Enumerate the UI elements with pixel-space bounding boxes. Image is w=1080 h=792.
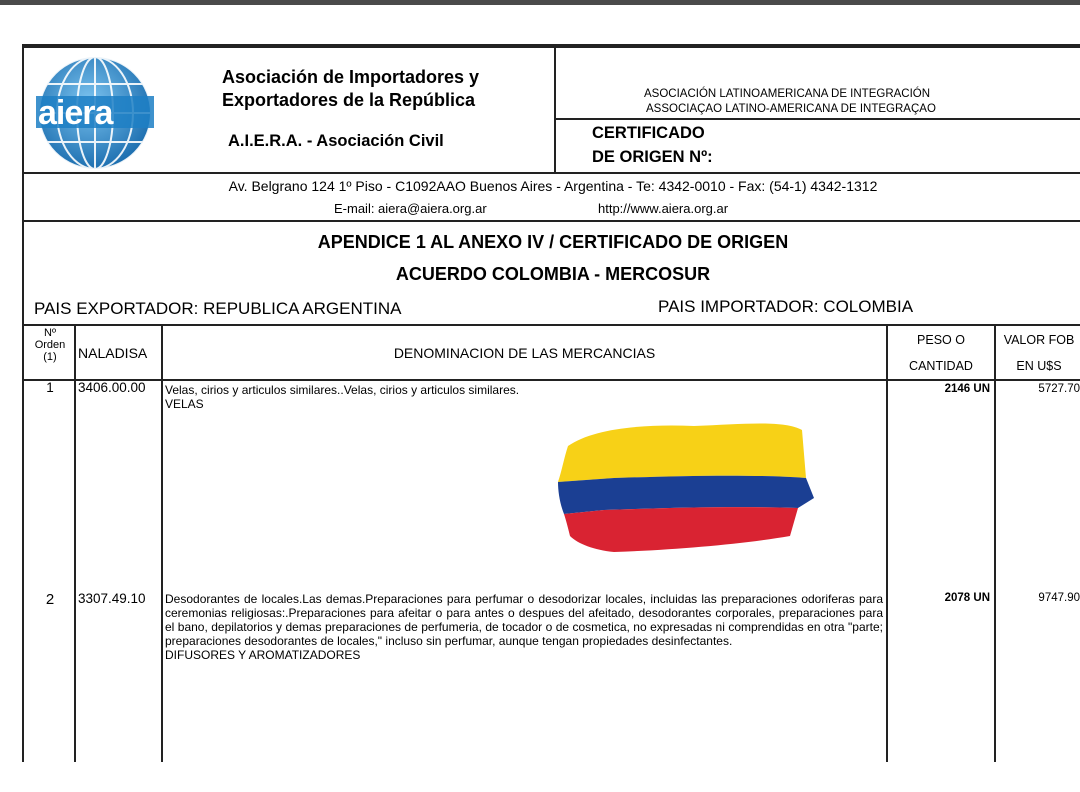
rule-header-divider — [554, 46, 556, 172]
row1-naladisa: 3406.00.00 — [78, 380, 146, 395]
row1-description-extra: VELAS — [165, 397, 204, 411]
exporter-country: PAIS EXPORTADOR: REPUBLICA ARGENTINA — [34, 299, 402, 318]
row2-description-text: Desodorantes de locales.Las demas.Preparaciones para perfumar o desodorizar locales, incluidas las preparaciones odoriferas para ceremonias religiosas:.Preparaciones para afeitar o para antes o despues del afeitado, desodorantes corporales, preparaciones para el bano, depilatorios y demas preparaciones de perfumeria, de tocador o de cosmetica, no expresadas ni comprendidas en otra "parte; preparaciones desodorantes de locales," incluso sin perfumar, aunque tengan propiedades desinfectantes. — [165, 592, 883, 648]
header-naladisa: NALADISA — [78, 345, 148, 361]
importer-country: PAIS IMPORTADOR: COLOMBIA — [658, 297, 914, 316]
header-order-line3: (1) — [43, 351, 57, 363]
header-value-line2: EN U$S — [1016, 359, 1062, 373]
top-border-line — [0, 0, 1080, 5]
rule-col-order — [74, 324, 76, 762]
row2-description — [165, 592, 883, 662]
row2-description-extra: DIFUSORES Y AROMATIZADORES — [165, 648, 361, 662]
address-line: Av. Belgrano 124 1º Piso - C1092AAO Buenos Aires - Argentina - Te: 4342-0010 - Fax: (54-1) 4342-1312 — [228, 178, 878, 194]
header-description: DENOMINACION DE LAS MERCANCIAS — [393, 345, 656, 361]
rule-contact-bottom — [24, 220, 1080, 222]
logo-text: aiera — [38, 94, 113, 132]
rule-table-top — [24, 324, 1080, 326]
org-name — [222, 66, 479, 112]
agreement-title: ACUERDO COLOMBIA - MERCOSUR — [395, 264, 711, 284]
email-text: E-mail: aiera@aiera.org.ar — [334, 201, 487, 216]
certificate-form — [22, 44, 1080, 762]
org-civil-name: A.I.E.R.A. - Asociación Civil — [228, 132, 444, 150]
header-order-line2: Orden — [34, 339, 66, 351]
row2-value: 9747.90 — [1038, 592, 1080, 604]
row1-quantity: 2146 UN — [944, 383, 990, 395]
rule-top — [24, 46, 1080, 48]
rule-table-header-bottom — [24, 379, 1080, 381]
website-text: http://www.aiera.org.ar — [598, 201, 729, 216]
row2-quantity: 2078 UN — [944, 592, 990, 604]
row2-order: 2 — [45, 591, 55, 608]
header-weight-line2: CANTIDAD — [909, 359, 973, 373]
org-name-line2: Exportadores de la República — [222, 90, 476, 110]
org-name-line1: Asociación de Importadores y — [222, 67, 480, 87]
rule-header-bottom — [24, 172, 1080, 174]
header-weight-line1: PESO O — [917, 333, 965, 347]
certificate-label: CERTIFICADO — [592, 124, 705, 142]
certificate-number-label: DE ORIGEN Nº: — [592, 148, 713, 166]
header-order-line1: Nº — [44, 327, 56, 339]
row1-description — [165, 383, 883, 411]
rule-aladi-bottom — [554, 118, 1080, 120]
aladi-name-pt: ASSOCIAÇAO LATINO-AMERICANA DE INTEGRAÇAO — [646, 103, 936, 115]
row2-naladisa: 3307.49.10 — [78, 591, 146, 606]
aladi-name-es: ASOCIACIÓN LATINOAMERICANA DE INTEGRACIÓN — [644, 88, 931, 100]
document-title: APENDICE 1 AL ANEXO IV / CERTIFICADO DE ORIGEN — [317, 232, 789, 252]
header-value-line1: VALOR FOB — [1003, 333, 1075, 347]
rule-col-naladisa — [161, 324, 163, 762]
colombia-flag-icon — [554, 416, 816, 558]
header-order — [26, 327, 74, 363]
row1-order: 1 — [46, 380, 54, 395]
row1-description-text: Velas, cirios y articulos similares..Velas, cirios y articulos similares. — [165, 383, 520, 397]
row1-value: 5727.70 — [1038, 383, 1080, 395]
